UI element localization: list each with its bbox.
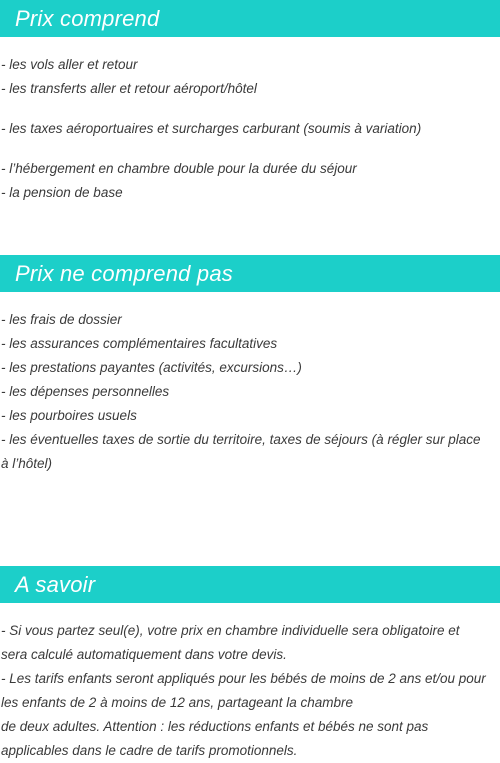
not-included-item: - les frais de dossier [1, 312, 122, 327]
included-item: - les transferts aller et retour aéroport/hôtel [1, 81, 257, 96]
included-item: - la pension de base [1, 185, 123, 200]
included-item: - les vols aller et retour [1, 57, 138, 72]
included-item: - les taxes aéroportuaires et surcharges carburant (soumis à variation) [1, 121, 422, 136]
section-title: Prix ne comprend pas [15, 260, 233, 286]
info-line: les enfants de 2 à moins de 12 ans, partageant la chambre [1, 695, 353, 710]
section-title: Prix comprend [15, 5, 160, 31]
not-included-item: à l’hôtel) [1, 456, 53, 471]
info-line: - Si vous partez seul(e), votre prix en chambre individuelle sera obligatoire et [1, 623, 460, 638]
info-line: - Les tarifs enfants seront appliqués pour les bébés de moins de 2 ans et/ou pour [1, 671, 486, 686]
not-included-item: - les dépenses personnelles [1, 384, 170, 399]
section-header-included [0, 0, 500, 37]
info-line: applicables dans le cadre de tarifs promotionnels. [1, 743, 298, 758]
not-included-item: - les éventuelles taxes de sortie du territoire, taxes de séjours (à régler sur place [1, 432, 481, 447]
info-line: de deux adultes. Attention : les réductions enfants et bébés ne sont pas [1, 719, 429, 734]
not-included-item: - les prestations payantes (activités, excursions…) [1, 360, 302, 375]
info-line: sera calculé automatiquement dans votre devis. [1, 647, 287, 662]
section-header-not-included [0, 255, 500, 292]
not-included-item: - les pourboires usuels [1, 408, 137, 423]
section-title: A savoir [15, 571, 96, 597]
included-item: - l’hébergement en chambre double pour la durée du séjour [1, 161, 357, 176]
not-included-item: - les assurances complémentaires facultatives [1, 336, 278, 351]
section-header-good-to-know [0, 566, 500, 603]
